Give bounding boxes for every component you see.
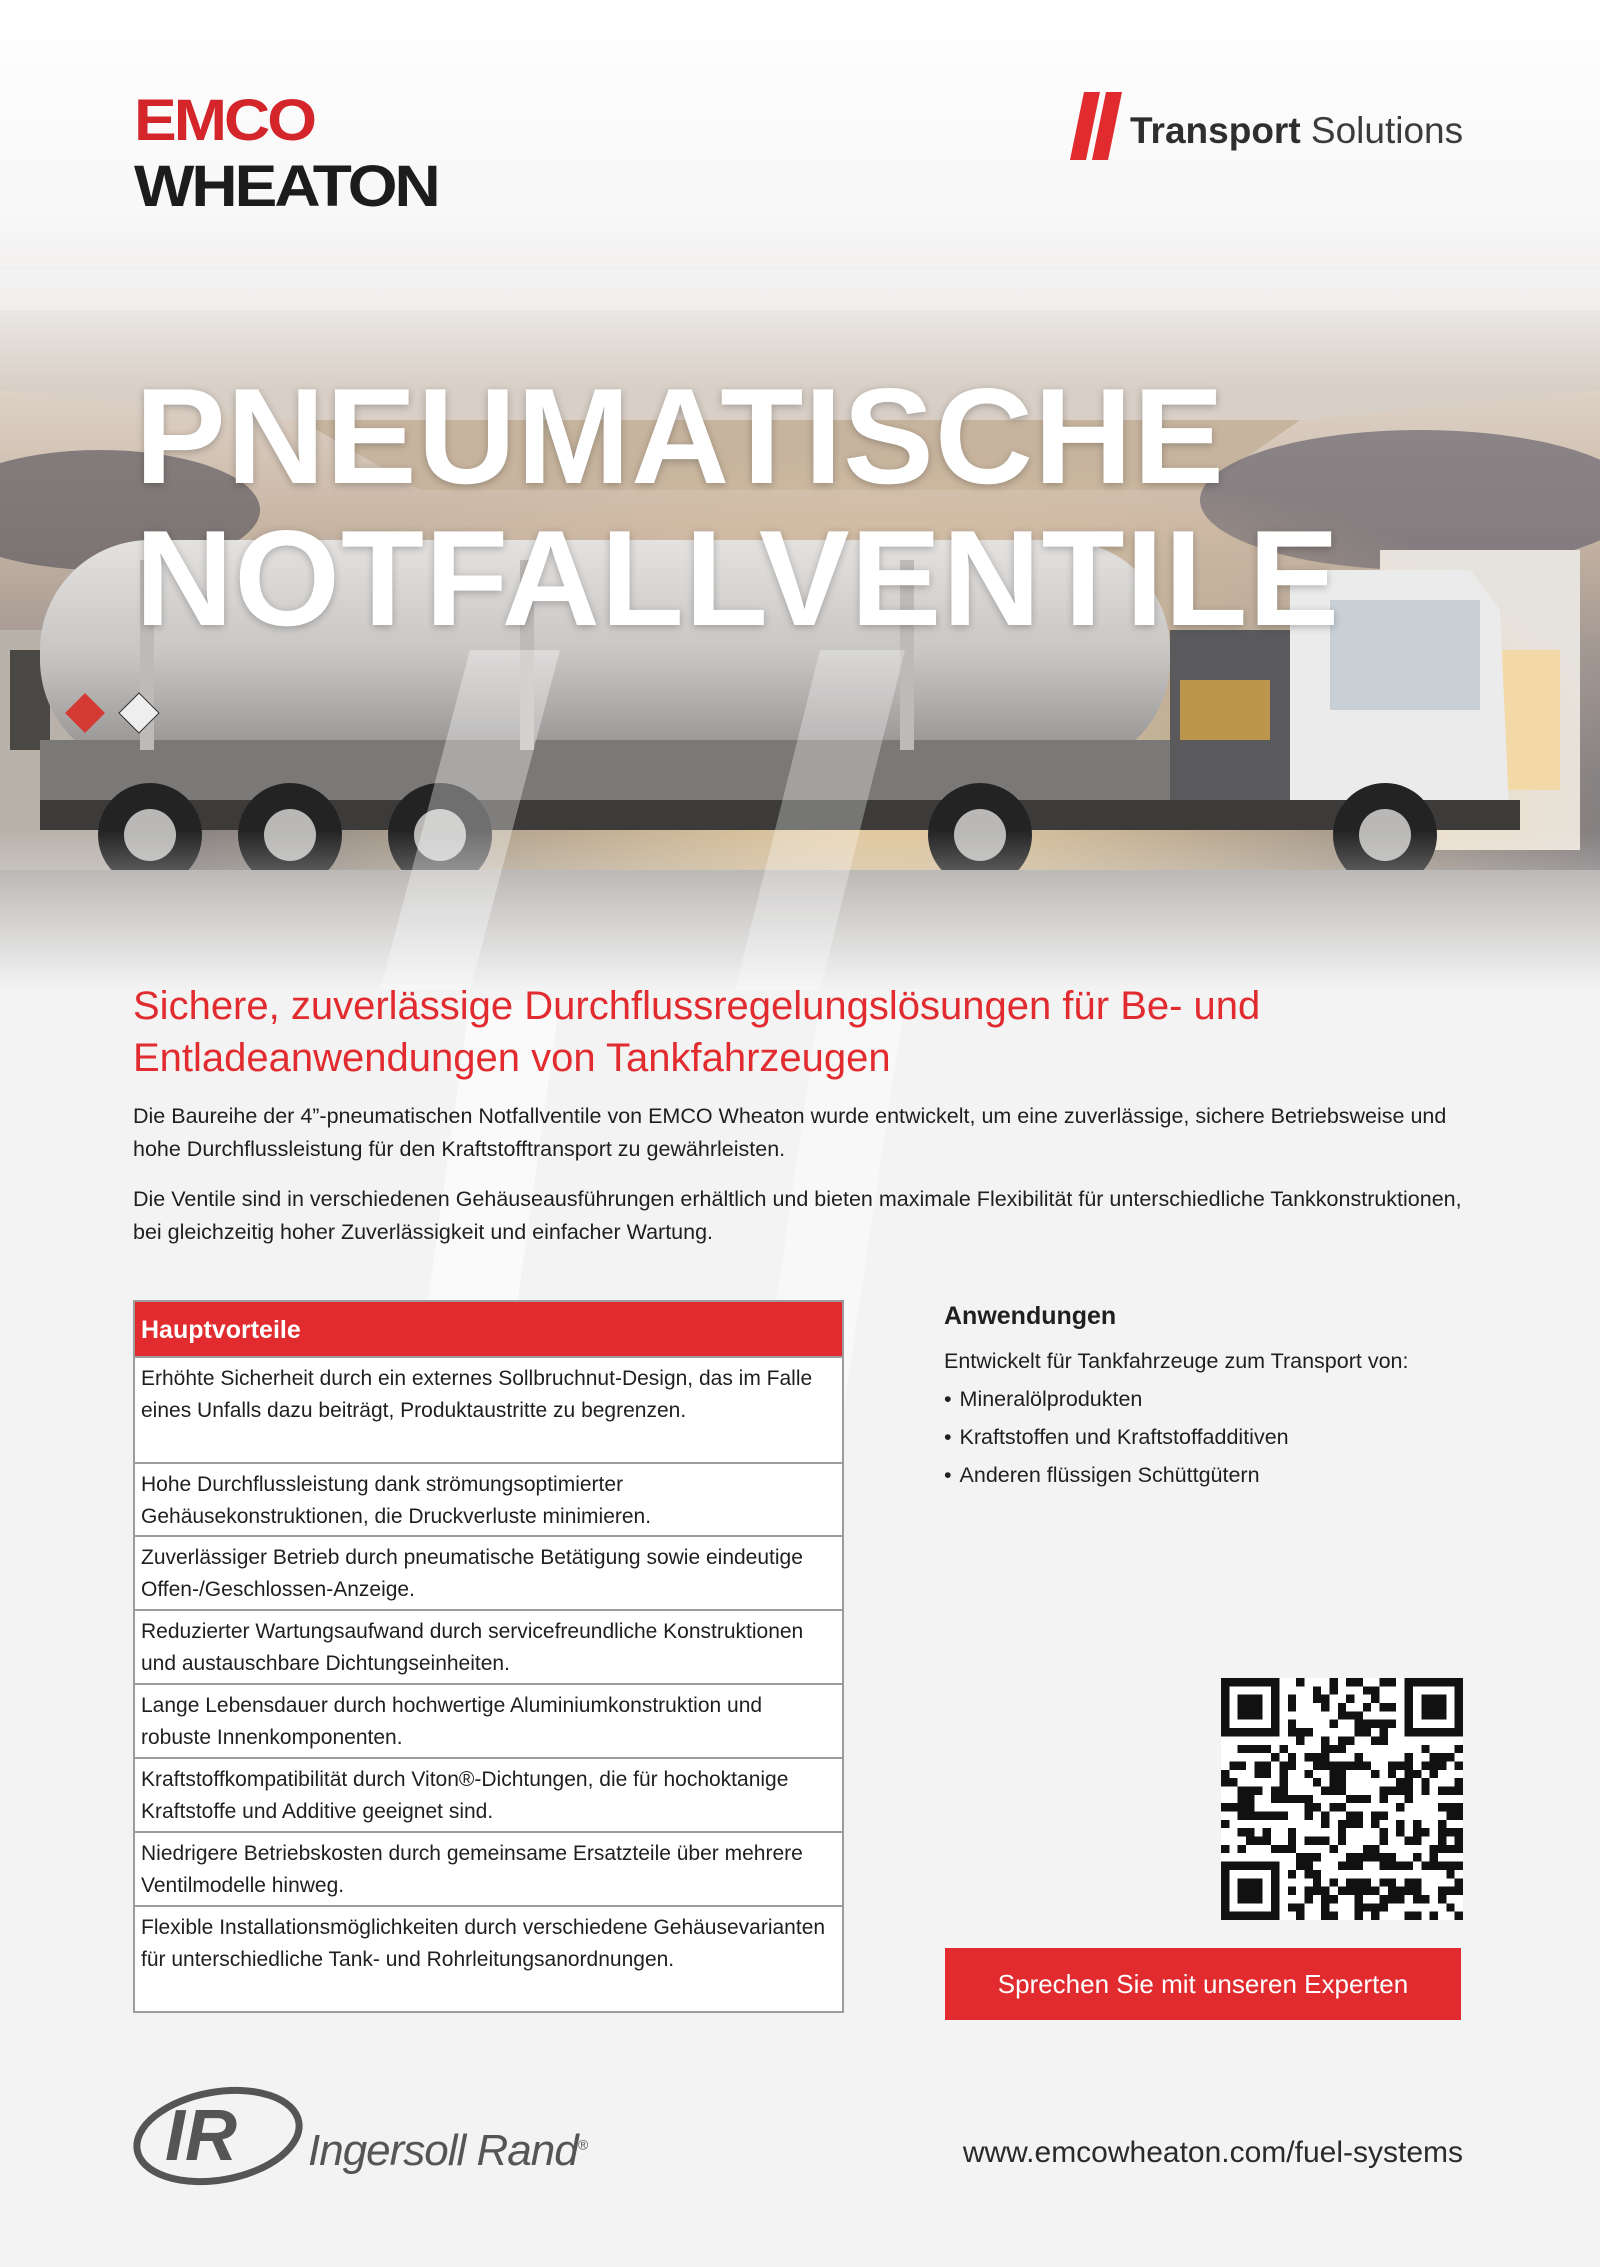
page-title [135,360,1341,654]
logo-line-emco: EMCO [134,86,314,153]
transport-solutions-logo [1070,92,1470,162]
list-item: • Kraftstoffen und Kraftstoffadditiven [944,1418,1464,1456]
subtitle: Sichere, zuverlässige Durchflussregelungslösungen für Be- und Entladeanwendungen von Tankfahrzeugen [133,984,1261,1080]
benefit-row: Lange Lebensdauer durch hochwertige Aluminiumkonstruktion und robuste Innenkomponenten. [135,1683,842,1757]
ingersoll-rand-name [308,2126,587,2176]
benefit-row: Niedrigere Betriebskosten durch gemeinsame Ersatzteile über mehrere Ventilmodelle hinweg. [135,1831,842,1905]
transport-bold: Transport [1130,110,1301,151]
contact-experts-button[interactable]: Sprechen Sie mit unseren Experten [945,1948,1461,2020]
benefits-table [133,1300,844,2013]
transport-slash-icon [1070,92,1126,162]
benefit-row: Flexible Installationsmöglichkeiten durch verschiedene Gehäusevarianten für unterschiedliche Tank- und Rohrleitungsanordnungen. [135,1905,842,2011]
benefit-row: Hohe Durchflussleistung dank strömungsoptimierter Gehäusekonstruktionen, die Druckverluste minimieren. [135,1462,842,1535]
intro-paragraph-1: Die Baureihe der 4”-pneumatischen Notfallventile von EMCO Wheaton wurde entwickelt, um eine zuverlässige, sichere Betriebsweise und hohe Durchflussleistung für den Kraftstofftransport zu gewährleisten. [133,1104,1447,1161]
ir-registered-mark: ® [577,2136,588,2153]
emco-wheaton-logo[interactable] [134,86,634,222]
applications-title: Anwendungen [944,1302,1117,1330]
qr-code[interactable] [1221,1678,1463,1920]
ir-mark: IR [165,2096,237,2176]
ir-name: Ingersoll Rand [308,2126,578,2175]
benefit-row: Zuverlässiger Betrieb durch pneumatische Betätigung sowie eindeutige Offen-/Geschlossen-Anzeige. [135,1535,842,1609]
ir-emblem-icon [133,2078,308,2188]
benefit-row: Reduzierter Wartungsaufwand durch servicefreundliche Konstruktionen und austauschbare Dichtungseinheiten. [135,1609,842,1683]
solutions-regular: Solutions [1300,110,1464,151]
benefit-row: Erhöhte Sicherheit durch ein externes Sollbruchnut-Design, das im Falle eines Unfalls dazu beiträgt, Produktaustritte zu begrenzen. [135,1356,842,1462]
list-item: • Anderen flüssigen Schüttgütern [944,1456,1464,1494]
applications-intro: Entwickelt für Tankfahrzeuge zum Transport von: [944,1349,1409,1373]
title-line-1: PNEUMATISCHE [135,360,1225,512]
ingersoll-rand-logo [133,2078,653,2188]
applications-section [944,1296,1464,1494]
logo-line-wheaton: WHEATON [134,152,438,219]
transport-solutions-text [1130,110,1463,152]
applications-list [944,1380,1464,1494]
website-url[interactable]: www.emcowheaton.com/fuel-systems [962,2136,1463,2169]
intro-paragraph-2: Die Ventile sind in verschiedenen Gehäuseausführungen erhältlich und bieten maximale Flexibilität für unterschiedliche Tankkonstruktionen, bei gleichzeitig hoher Zuverlässigkeit und einfacher Wartung. [133,1187,1462,1244]
list-item: • Mineralölprodukten [944,1380,1464,1418]
title-line-2: NOTFALLVENTILE [135,502,1341,654]
benefit-row: Kraftstoffkompatibilität durch Viton®-Dichtungen, die für hochoktanige Kraftstoffe und Additive geeignet sind. [135,1757,842,1831]
benefits-header: Hauptvorteile [135,1302,842,1356]
